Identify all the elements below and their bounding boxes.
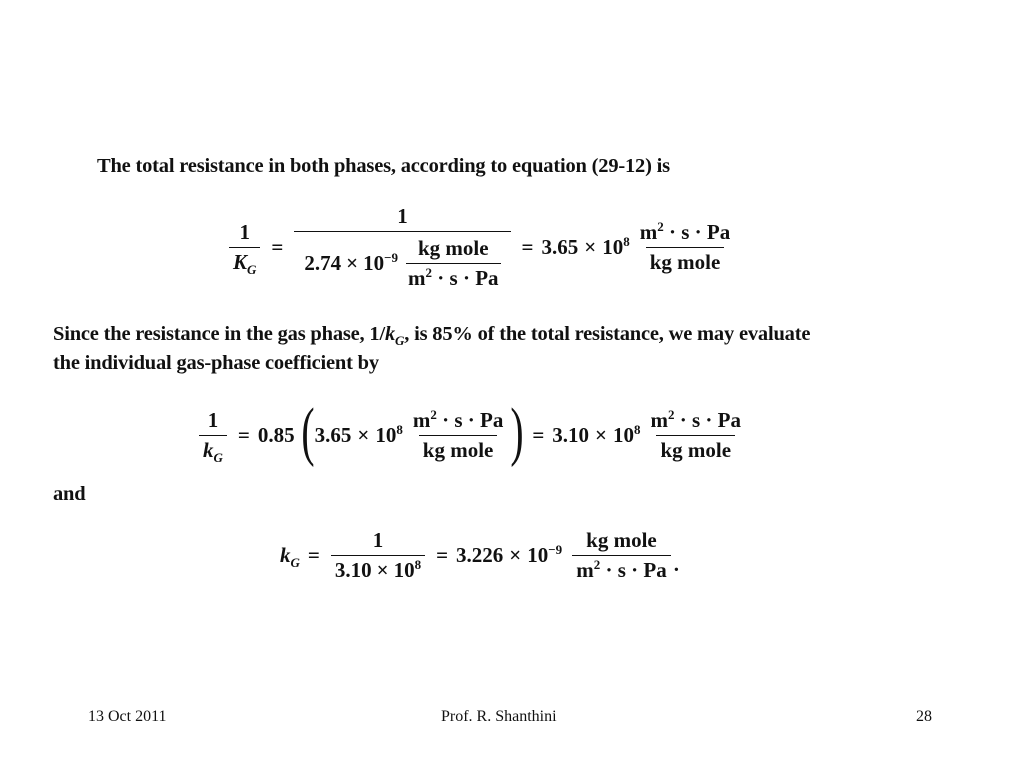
footer-page-number: 28 bbox=[916, 708, 932, 725]
eq3-fraction: $\frac{1}{3.10 \times 10^8}$ bbox=[331, 528, 425, 583]
equation-kg-result: $k_G$ = $\frac{1}{3.10 \times 10^8}$ = 3.226 × $10^{-9}$ $\frac{\text{kg mole}}{m^2 \cdot s \cdot Pa}$ . bbox=[280, 528, 679, 582]
eq2-inner-unit: $\frac{m^2 \cdot s \cdot Pa}{\text{kg mole}}$ bbox=[412, 406, 504, 462]
footer-date: 13 Oct 2011 bbox=[88, 708, 167, 725]
eq1-lhs-fraction: $\frac{1}{K_G}$ bbox=[229, 220, 260, 275]
footer-author: Prof. R. Shanthini bbox=[441, 708, 557, 725]
equation-total-resistance: $\frac{1}{K_G}$ = 1 2.74 × $10^{-9}$ kg mole $m^2 \cdot s \cdot Pa$ = 3.65 × $10^8$ $\frac{m^2 \cdot s \cdot Pa}{\text{kg mole}}$ bbox=[226, 204, 737, 291]
eq2-result-unit: $\frac{m^2 \cdot s \cdot Pa}{\text{kg mole}}$ bbox=[650, 406, 742, 462]
eq2-lhs-fraction: $\frac{1}{k_G}$ bbox=[199, 408, 227, 463]
equation-gas-phase-coefficient: $\frac{1}{k_G}$ = 0.85 ( 3.65 × $10^8$ $\frac{m^2 \cdot s \cdot Pa}{\text{kg mole}}$ ) = 3.10 × $10^8$ $\frac{m^2 \cdot s \cdot Pa}{\text{kg mole}}$ bbox=[196, 402, 748, 468]
eq1-inner-unit-fraction: kg mole $m^2 \cdot s \cdot Pa$ bbox=[408, 236, 499, 290]
and-text: and bbox=[53, 483, 86, 505]
eq3-result-unit: $\frac{\text{kg mole}}{m^2 \cdot s \cdot Pa}$ bbox=[572, 528, 671, 583]
eq1-result-unit: $\frac{m^2 \cdot s \cdot Pa}{\text{kg mole}}$ bbox=[639, 219, 731, 274]
paragraph-total-resistance: The total resistance in both phases, according to equation (29-12) is bbox=[97, 155, 670, 177]
paragraph-gas-phase: Since the resistance in the gas phase, $1/k_G$, is 85% of the total resistance, we may evaluate the individual gas-phase coefficient by bbox=[53, 323, 811, 374]
eq1-rhs-fraction: 1 2.74 × $10^{-9}$ kg mole $m^2 \cdot s \cdot Pa$ bbox=[294, 204, 510, 291]
